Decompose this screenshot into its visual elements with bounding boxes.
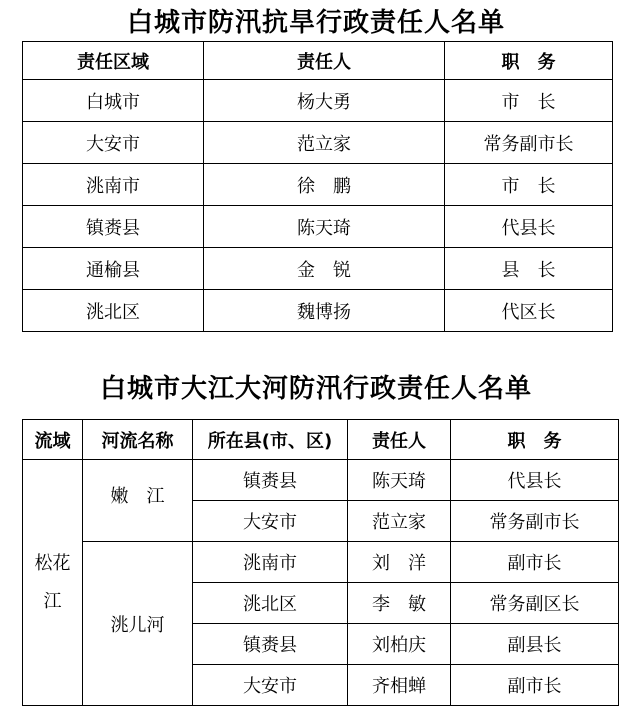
cell-area: 洮北区	[23, 290, 204, 332]
cell-person: 范立家	[204, 122, 445, 164]
table-row	[23, 542, 619, 583]
cell-person: 徐 鹏	[204, 164, 445, 206]
major-river-responsibility-table	[22, 419, 619, 706]
cell-position: 常务副区长	[451, 583, 619, 624]
basin-line: 江	[43, 590, 62, 612]
table-header-row	[23, 420, 619, 460]
table-row	[23, 122, 613, 164]
table2-title: 白城市大江大河防汛行政责任人名单	[99, 374, 532, 404]
header-position: 职 务	[451, 420, 619, 460]
cell-area: 洮南市	[23, 164, 204, 206]
cell-basin	[23, 460, 83, 706]
cell-position: 副市长	[451, 542, 619, 583]
table-row	[23, 290, 613, 332]
basin-line: 松花	[34, 552, 71, 574]
header-position: 职 务	[445, 42, 613, 80]
cell-county: 大安市	[193, 501, 348, 542]
cell-position: 副市长	[451, 665, 619, 706]
cell-person: 金 锐	[204, 248, 445, 290]
header-area: 责任区域	[23, 42, 204, 80]
cell-person: 刘 洋	[348, 542, 451, 583]
cell-person: 魏博扬	[204, 290, 445, 332]
cell-person: 刘柏庆	[348, 624, 451, 665]
flood-control-responsibility-table	[22, 41, 613, 332]
cell-person: 陈天琦	[348, 460, 451, 501]
cell-county: 洮南市	[193, 542, 348, 583]
cell-position: 县 长	[445, 248, 613, 290]
cell-person: 李 敏	[348, 583, 451, 624]
cell-person: 陈天琦	[204, 206, 445, 248]
cell-person: 范立家	[348, 501, 451, 542]
cell-person: 齐相蝉	[348, 665, 451, 706]
cell-area: 白城市	[23, 80, 204, 122]
cell-position: 常务副市长	[451, 501, 619, 542]
header-basin: 流域	[23, 420, 83, 460]
cell-river: 洮儿河	[83, 542, 193, 706]
header-river: 河流名称	[83, 420, 193, 460]
cell-county: 洮北区	[193, 583, 348, 624]
table1-title: 白城市防汛抗旱行政责任人名单	[126, 8, 505, 38]
table-row	[23, 460, 619, 501]
cell-area: 镇赉县	[23, 206, 204, 248]
table-row	[23, 80, 613, 122]
cell-county: 镇赉县	[193, 624, 348, 665]
cell-position: 代县长	[451, 460, 619, 501]
cell-position: 代县长	[445, 206, 613, 248]
cell-position: 市 长	[445, 164, 613, 206]
cell-river: 嫩 江	[83, 460, 193, 542]
header-person: 责任人	[348, 420, 451, 460]
cell-county: 镇赉县	[193, 460, 348, 501]
cell-position: 副县长	[451, 624, 619, 665]
cell-position: 市 长	[445, 80, 613, 122]
cell-position: 常务副市长	[445, 122, 613, 164]
cell-position: 代区长	[445, 290, 613, 332]
cell-area: 通榆县	[23, 248, 204, 290]
header-county: 所在县(市、区)	[193, 420, 348, 460]
cell-area: 大安市	[23, 122, 204, 164]
cell-county: 大安市	[193, 665, 348, 706]
cell-person: 杨大勇	[204, 80, 445, 122]
header-person: 责任人	[204, 42, 445, 80]
table-row	[23, 164, 613, 206]
table-row	[23, 206, 613, 248]
table-row	[23, 248, 613, 290]
table-header-row	[23, 42, 613, 80]
